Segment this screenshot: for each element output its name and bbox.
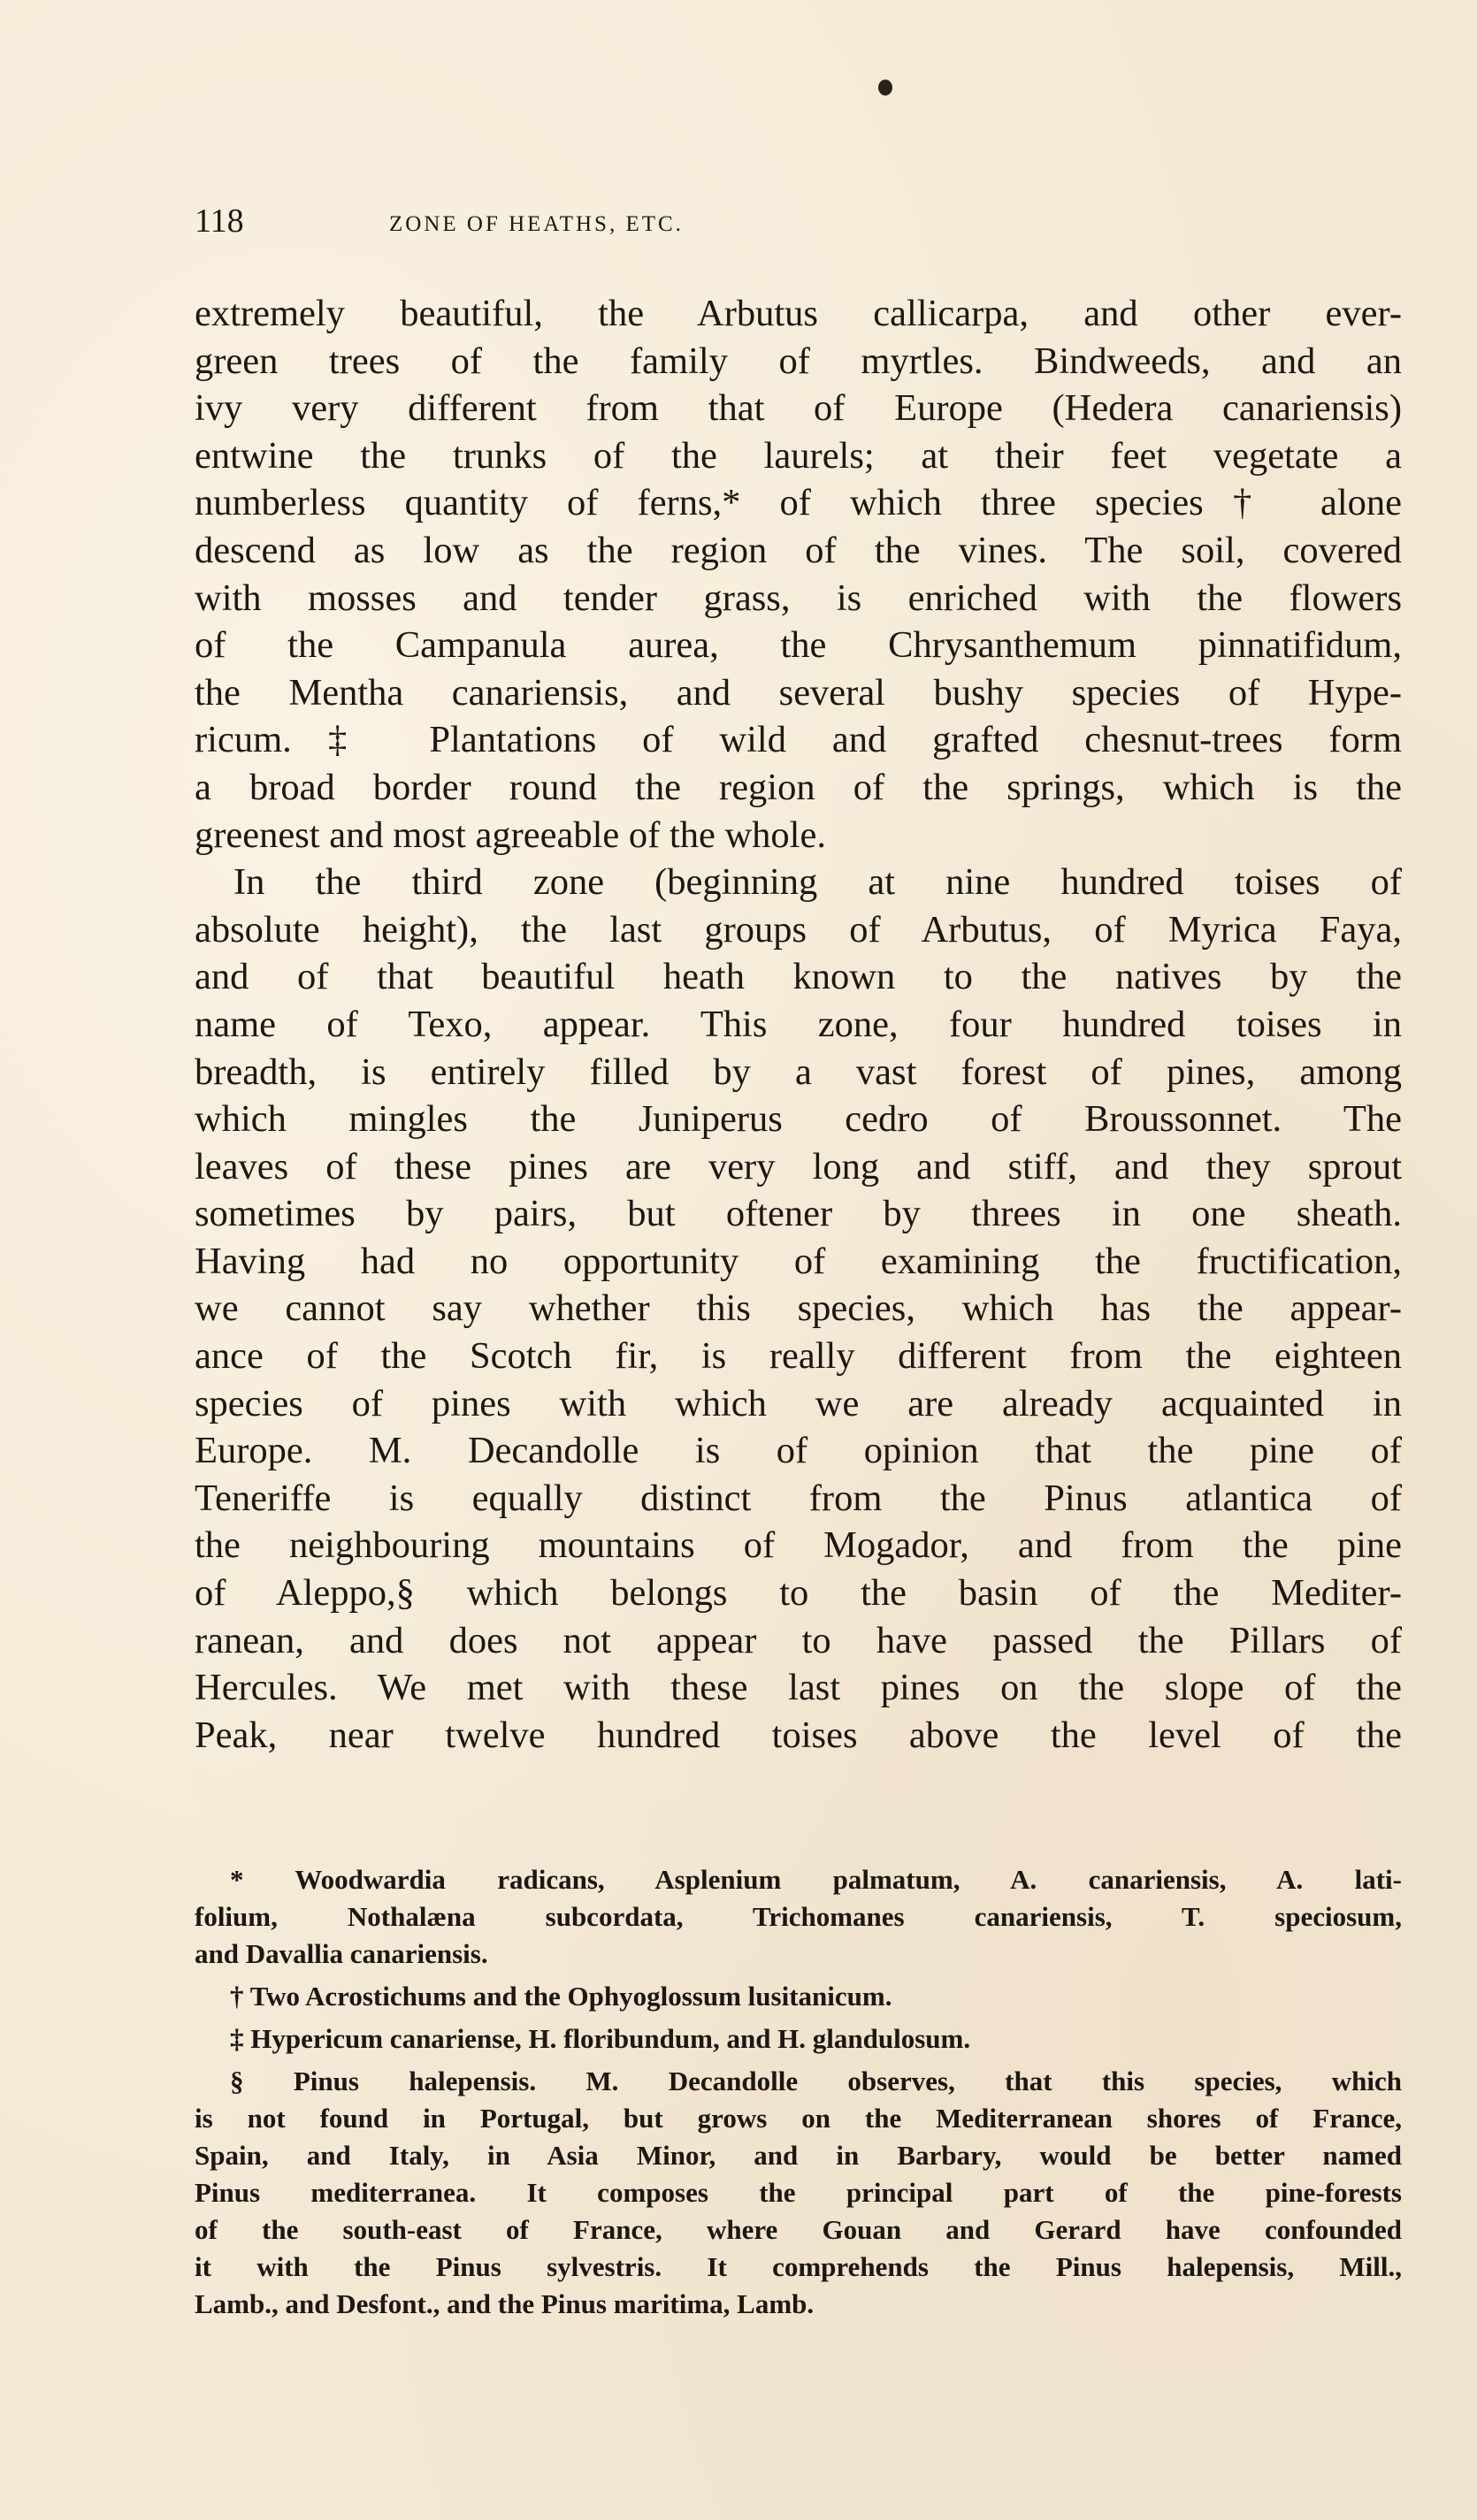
footnote-line: and Davallia canariensis.: [195, 1938, 488, 1969]
text-line: ranean, and does not appear to have passed the Pillars of: [195, 1619, 1402, 1661]
footnote-line: folium, Nothalæna subcordata, Trichomanes canariensis, T. speciosum,: [195, 1901, 1402, 1932]
text-line: descend as low as the region of the vines. The soil, covered: [195, 529, 1402, 571]
text-line: we cannot say whether this species, which has the appear-: [195, 1287, 1402, 1330]
text-line: Teneriffe is equally distinct from the Pinus atlantica of: [195, 1477, 1402, 1519]
text-line: Having had no opportunity of examining the fructification,: [195, 1240, 1402, 1282]
text-line: entwine the trunks of the laurels; at their feet vegetate a: [195, 434, 1402, 477]
text-line: extremely beautiful, the Arbutus callicarpa, and other ever-: [195, 293, 1402, 334]
text-line: of Aleppo,§ which belongs to the basin of the Mediter-: [195, 1572, 1402, 1615]
text-line: of the Campanula aurea, the Chrysanthemum pinnatifidum,: [195, 624, 1402, 667]
footnote-line: it with the Pinus sylvestris. It comprehends the Pinus halepensis, Mill.,: [195, 2251, 1402, 2282]
footnote-line: Pinus mediterranea. It composes the principal part of the pine-forests: [195, 2177, 1402, 2208]
text-line: Hercules. We met with these last pines on the slope of the: [195, 1667, 1402, 1709]
footnote-section: § Pinus halepensis. M. Decandolle observes, that this species, which: [230, 2066, 1402, 2096]
text-line: species of pines with which we are already acquainted in: [195, 1382, 1402, 1424]
footnote-line: is not found in Portugal, but grows on the Mediterranean shores of France,: [195, 2103, 1402, 2134]
footnote-line: Spain, and Italy, in Asia Minor, and in Barbary, would be better named: [195, 2140, 1402, 2171]
text-line: ricum.‡ Plantations of wild and grafted chesnut-trees form: [195, 719, 1402, 761]
footnote-dagger: † Two Acrostichums and the Ophyoglossum lusitanicum.: [230, 1981, 892, 2012]
text-line: the Mentha canariensis, and several bushy species of Hype-: [195, 671, 1402, 714]
text-line: a broad border round the region of the springs, which is the: [195, 766, 1402, 808]
text-line: sometimes by pairs, but oftener by threes in one sheath.: [195, 1193, 1402, 1235]
text-line: ivy very different from that of Europe (Hedera canariensis): [195, 387, 1402, 430]
text-line: breadth, is entirely filled by a vast forest of pines, among: [195, 1050, 1402, 1093]
text-line: ance of the Scotch fir, is really different from the eighteen: [195, 1335, 1402, 1378]
running-head: [195, 202, 1397, 255]
text-line: and of that beautiful heath known to the natives by the: [195, 956, 1402, 998]
ink-spot-mark: [878, 80, 892, 95]
paragraph-start-line: In the third zone (beginning at nine hundred toises of: [233, 861, 1402, 904]
text-line: name of Texo, appear. This zone, four hundred toises in: [195, 1003, 1402, 1045]
text-line: with mosses and tender grass, is enriched with the flowers: [195, 577, 1402, 619]
text-line: Europe. M. Decandolle is of opinion that the pine of: [195, 1430, 1402, 1472]
text-line: absolute height), the last groups of Arbutus, of Myrica Faya,: [195, 908, 1402, 951]
running-title: ZONE OF HEATHS, ETC.: [389, 212, 684, 236]
text-line: green trees of the family of myrtles. Bindweeds, and an: [195, 340, 1402, 382]
text-line: which mingles the Juniperus cedro of Broussonnet. The: [195, 1098, 1402, 1141]
page-number: 118: [195, 202, 244, 240]
footnote-line: of the south-east of France, where Gouan and Gerard have confounded: [195, 2214, 1402, 2245]
text-line: greenest and most agreeable of the whole.: [195, 813, 826, 856]
text-line: the neighbouring mountains of Mogador, and from the pine: [195, 1524, 1402, 1567]
text-line: numberless quantity of ferns,* of which three species† alone: [195, 482, 1402, 524]
body-text: [195, 290, 1402, 1759]
text-line: Peak, near twelve hundred toises above the level of the: [195, 1714, 1402, 1756]
footnote-double-dagger: ‡ Hypericum canariense, H. floribundum, and H. glandulosum.: [230, 2023, 971, 2054]
footnote-asterisk: * Woodwardia radicans, Asplenium palmatum, A. canariensis, A. lati-: [230, 1864, 1402, 1895]
footnote-line: Lamb., and Desfont., and the Pinus maritima, Lamb.: [195, 2288, 815, 2319]
footnotes: [195, 1861, 1402, 2323]
text-line: leaves of these pines are very long and stiff, and they sprout: [195, 1145, 1402, 1187]
